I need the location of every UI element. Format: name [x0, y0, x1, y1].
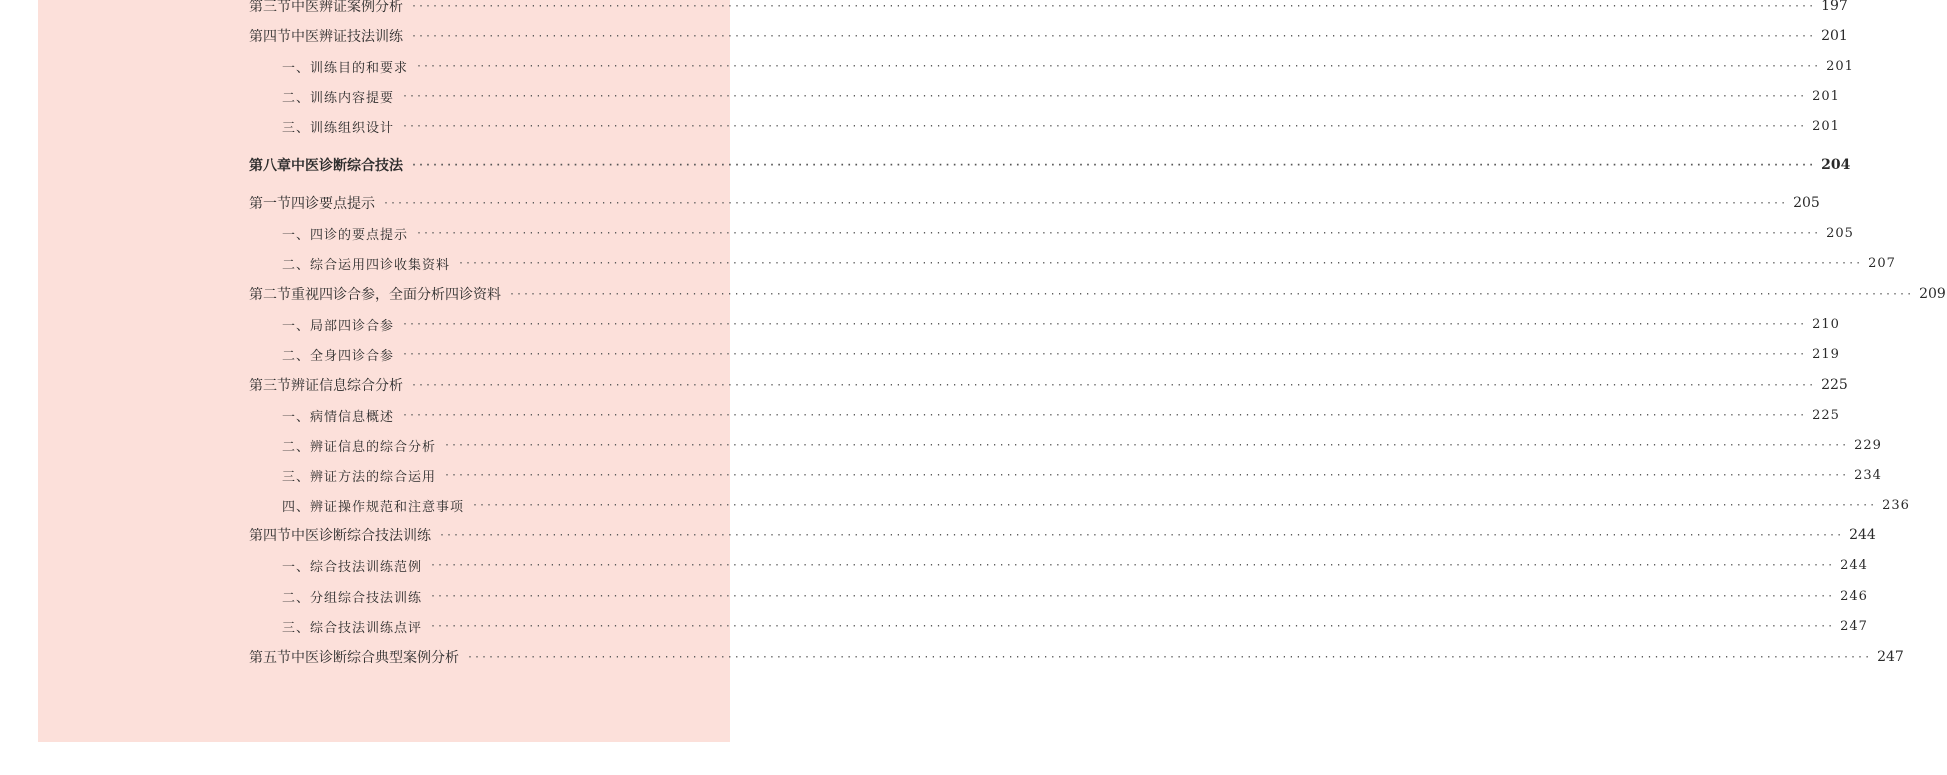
toc-title: 一、训练目的和要求 — [282, 60, 409, 76]
leader-dots: ········································································································································································································ — [467, 651, 1872, 663]
toc-page-number: 209 — [1919, 286, 1946, 302]
leader-dots: ········································································································································································································ — [458, 257, 1863, 269]
leader-dots: ········································································································································································································ — [411, 159, 1816, 171]
leader-dots: ········································································································································································································ — [416, 60, 1821, 72]
toc-page-number: 204 — [1821, 157, 1851, 173]
leader-dots: ········································································································································································································ — [411, 379, 1816, 391]
toc-title: 四、辨证操作规范和注意事项 — [282, 499, 465, 515]
toc-title: 重视四诊合参，全面分析四诊资料 — [291, 287, 501, 303]
toc-item — [282, 343, 1840, 365]
toc-number: 第二节 — [249, 287, 291, 303]
toc-section — [249, 374, 1848, 396]
toc-section — [249, 283, 1946, 305]
toc-item — [282, 313, 1840, 335]
toc-title: 辨证信息综合分析 — [291, 378, 403, 394]
toc-item — [282, 55, 1854, 77]
toc-page-number: 205 — [1793, 195, 1820, 211]
toc-title: 二、全身四诊合参 — [282, 348, 395, 364]
toc-page-number: 246 — [1840, 588, 1868, 604]
toc-item — [282, 222, 1854, 244]
leader-dots: ········································································································································································································ — [402, 348, 1807, 360]
toc-title: 一、综合技法训练范例 — [282, 559, 423, 575]
toc-title: 中医诊断综合技法训练 — [291, 528, 431, 544]
toc-item — [282, 494, 1910, 516]
leader-dots: ········································································································································································································ — [411, 30, 1816, 42]
toc-item — [282, 434, 1882, 456]
toc-page-number: 219 — [1812, 346, 1840, 362]
toc-title: 一、局部四诊合参 — [282, 318, 395, 334]
toc-item — [282, 615, 1868, 637]
toc-number: 第八章 — [249, 158, 291, 174]
toc-number: 第一节 — [249, 196, 291, 212]
leader-dots: ········································································································································································································ — [509, 288, 1914, 300]
toc-page-number: 201 — [1826, 58, 1854, 74]
leader-dots: ········································································································································································································ — [472, 499, 1877, 511]
toc-page-number: 244 — [1840, 557, 1868, 573]
toc-title: 二、分组综合技法训练 — [282, 590, 423, 606]
leader-dots: ········································································································································································································ — [416, 227, 1821, 239]
toc-section — [249, 524, 1876, 546]
toc-section — [249, 646, 1904, 668]
toc-item — [282, 85, 1840, 107]
toc-title: 二、辨证信息的综合分析 — [282, 439, 437, 455]
toc-item — [282, 585, 1868, 607]
toc-title: 中医辨证案例分析 — [291, 0, 403, 15]
toc-page-number: 197 — [1821, 0, 1848, 14]
leader-dots: ········································································································································································································ — [383, 197, 1788, 209]
toc-page-number: 225 — [1812, 407, 1840, 423]
leader-dots: ········································································································································································································ — [402, 318, 1807, 330]
leader-dots: ········································································································································································································ — [430, 559, 1835, 571]
toc-page-number: 236 — [1882, 497, 1910, 513]
toc-title: 中医诊断综合技法 — [291, 158, 403, 174]
toc-page-number: 207 — [1868, 255, 1896, 271]
toc-item — [282, 464, 1882, 486]
toc-page-number: 210 — [1812, 316, 1840, 332]
toc-number: 第五节 — [249, 650, 291, 666]
toc-page-number: 234 — [1854, 467, 1882, 483]
leader-dots: ········································································································································································································ — [430, 590, 1835, 602]
toc-title: 三、辨证方法的综合运用 — [282, 469, 437, 485]
toc-title: 一、四诊的要点提示 — [282, 227, 409, 243]
toc-section — [249, 25, 1848, 47]
leader-dots: ········································································································································································································ — [411, 0, 1816, 12]
toc-section — [249, 192, 1820, 214]
toc-title: 中医诊断综合典型案例分析 — [291, 650, 459, 666]
toc-number: 第四节 — [249, 29, 291, 45]
toc-title: 一、病情信息概述 — [282, 409, 395, 425]
toc-title: 二、训练内容提要 — [282, 90, 395, 106]
toc-title: 三、综合技法训练点评 — [282, 620, 423, 636]
toc-page-number: 201 — [1821, 28, 1848, 44]
leader-dots: ········································································································································································································ — [444, 439, 1849, 451]
toc-title: 三、训练组织设计 — [282, 120, 395, 136]
toc-item — [282, 115, 1840, 137]
toc-page-number: 201 — [1812, 118, 1840, 134]
toc-page-number: 247 — [1877, 649, 1904, 665]
leader-dots: ········································································································································································································ — [430, 620, 1835, 632]
leader-dots: ········································································································································································································ — [402, 409, 1807, 421]
toc-number: 第三节 — [249, 0, 291, 15]
toc-section — [249, 0, 1848, 17]
toc-title: 二、综合运用四诊收集资料 — [282, 257, 451, 273]
toc-item — [282, 404, 1840, 426]
leader-dots: ········································································································································································································ — [402, 120, 1807, 132]
toc-number: 第三节 — [249, 378, 291, 394]
toc-page-number: 225 — [1821, 377, 1848, 393]
toc-page-number: 244 — [1849, 527, 1876, 543]
toc-number: 第四节 — [249, 528, 291, 544]
leader-dots: ········································································································································································································ — [402, 90, 1807, 102]
toc-page-number: 205 — [1826, 225, 1854, 241]
toc-title: 中医辨证技法训练 — [291, 29, 403, 45]
toc-chapter — [249, 154, 1851, 176]
toc-page-number: 201 — [1812, 88, 1840, 104]
toc-item — [282, 554, 1868, 576]
toc-item — [282, 252, 1896, 274]
toc-page-number: 229 — [1854, 437, 1882, 453]
leader-dots: ········································································································································································································ — [439, 529, 1844, 541]
toc-page-number: 247 — [1840, 618, 1868, 634]
leader-dots: ········································································································································································································ — [444, 469, 1849, 481]
toc-title: 四诊要点提示 — [291, 196, 375, 212]
